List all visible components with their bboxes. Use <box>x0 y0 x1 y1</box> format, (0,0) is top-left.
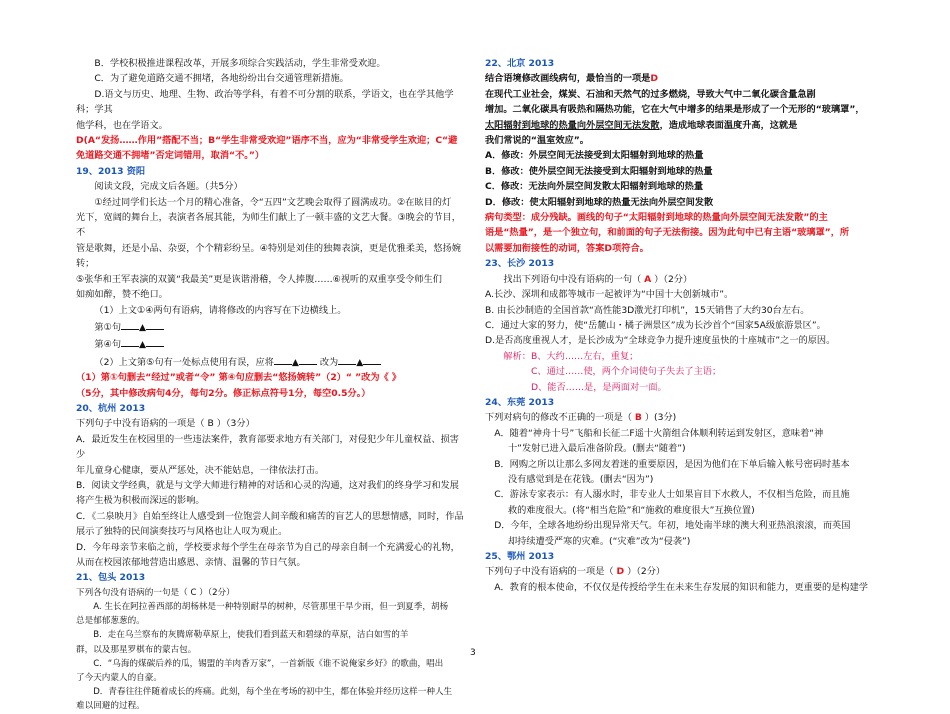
q24-heading: 24、东莞 2013 <box>485 396 555 408</box>
q21-option-c-line2: 了今天内蒙人的自豪。 <box>76 673 162 684</box>
page-number: 3 <box>470 648 476 658</box>
q19-subquestion-2-text-b: 改为 <box>319 356 339 368</box>
q23-question-points: ）（2分） <box>654 273 693 285</box>
q19-answer-line-1: 第①句 ▲ <box>76 318 468 335</box>
q24-question-text: 下列对病句的修改不正确的一项是（ <box>485 412 632 424</box>
q19-explanation-line1: （1）第①句删去“经过”或者“令” 第④句应删去“悠扬婉转”（2）“ ”改为《 》 <box>76 372 402 384</box>
q20-option-c-line1: C．《二泉映月》自始至终让人感受到一位饱尝人间辛酸和痛苦的盲艺人的思想情感，同时，作品 <box>76 510 464 522</box>
q18-option-b: B．学校积极推进课程改革，开展多项综合实践活动，学生非常受欢迎。 <box>94 58 386 69</box>
q21-option-a-line1: A. 生长在阿拉善西部的胡杨林是一种特别耐旱的树种，尽管那里干旱少雨，但一到夏季，胡杨 <box>93 602 449 613</box>
right-column <box>485 56 885 595</box>
q21-option-b-line1: B．走在乌兰察布的灰腾席勒草原上，使我们看到蓝天和碧绿的草原，洁白如雪的羊 <box>93 630 409 641</box>
q19-explanation-line2: （5分，其中修改病句4分，每句2分。修正标点符号1分，每空0.5分。） <box>76 387 371 399</box>
q20-option-b-line1: B．阅读文学经典，就是与文学大师进行精神的对话和心灵的沟通，这对我们的终身学习和发展 <box>76 479 459 491</box>
q19-passage-line3: 管是歌舞，还是小品、杂耍，个个精彩纷呈。④特别是刘佳的独舞表演，更是优雅柔美，悠扬婉转； <box>76 242 461 270</box>
q21-block <box>76 586 468 714</box>
q25-question-text: 下列句子中没有语病的一项是（ <box>485 566 614 578</box>
q20-option-c-line2: 展示了独特的民间演奏技巧与风格也让人叹为观止。 <box>76 526 288 538</box>
q24-answer: B <box>634 412 642 424</box>
q22-text-line4: 我们常说的“温室效应”。 <box>485 135 589 147</box>
q19-passage-line1: ①经过同学们长达一个月的精心准备，令“五四”文艺晚会取得了圆满成功。②在眩目的灯 <box>94 196 452 208</box>
q24-option-c-line1: C．游泳专家表示：有人溺水时，非专业人士如果盲目下水救人，不仅相当危险，而且施 <box>494 489 850 501</box>
q22-question-text: 结合语境修改画线病句，最恰当的一项是 <box>485 73 651 85</box>
q22-option-a: A．修改：外层空间无法接受到太阳辐射到地球的热量 <box>485 150 704 162</box>
q22-text-line2: 增加。二氧化碳具有吸热和隔热功能，它在大气中增多的结果是形成了一个无形的“玻璃罩”， <box>485 104 865 116</box>
q19-answer-line-2: 第④句 ▲ <box>76 335 468 352</box>
q20-option-d-line2: 从而在校园浓郁地营造出感恩、亲情、温馨的节日气氛。 <box>76 557 306 568</box>
q22-option-d: D．修改：使太阳辐射到地球的热量无法向外层空间发散 <box>485 196 714 208</box>
q22-text-line1: 在现代工业社会，煤炭、石油和天然气的过多燃烧，导致大气中二氧化碳含量急剧 <box>485 88 816 100</box>
q22-heading: 22、北京 2013 <box>485 58 555 69</box>
q19-passage-line2: 光下，宽阔的舞台上，表演者各展其能，为师生们献上了一顿丰盛的文艺大餐。③晚会的节目，不 <box>76 212 461 239</box>
q25-question-points: ）（2分） <box>627 566 666 578</box>
q20-heading: 20、杭州 2013 <box>76 402 146 414</box>
q24-option-d-line2: 却持续遭受严寒的灾难。(“灾难”改为“侵袭”) <box>508 535 691 547</box>
q24-option-c-line2: 救的难度很大。(将“相当危险”和“施救的难度很大”互换位置) <box>508 504 755 516</box>
q19-intro: 阅读文段，完成文后各题。（共5分） <box>94 181 243 193</box>
q20-option-a-line1: A．最近发生在校园里的一些违法案件，教育部要求地方有关部门，对侵犯少年儿童权益、损害少 <box>76 433 459 461</box>
q20-question: 下列句子中没有语病的一项是（ B ）（3分） <box>76 418 255 430</box>
q22-explanation-line3: 以需要加衔接性的动词，答案D项符合。 <box>485 242 649 254</box>
q24-question <box>485 410 885 425</box>
answer-blank[interactable] <box>338 353 356 365</box>
q24-option-d-line1: D．今年，全球各地纷纷出现异常天气。年初，地处南半球的澳大利亚热浪滚滚，而英国 <box>494 520 851 532</box>
q23-heading: 23、长沙 2013 <box>485 258 555 270</box>
answer-blank[interactable] <box>363 353 381 365</box>
q21-question: 下列各句没有语病的一句是（ C ）（2分） <box>76 587 235 598</box>
q19-subquestion-2: （2）上文第⑤句有一处标点使用有误，应将 ▲ 改为 ▲ <box>76 353 468 370</box>
q25-option-a-line1: A．教育的根本使命，不仅仅是传授给学生在未来生存发展的知识和能力，更重要的是构建学 <box>494 581 868 593</box>
q21-heading: 21、包头 2013 <box>76 572 146 584</box>
answer-blank[interactable] <box>121 318 139 330</box>
q19-answer-label-1: 第①句 <box>94 321 122 333</box>
q19-passage-line4: ⑤张华和王军表演的双簧“我最美”更是诙谐滑稽，令人捧腹……⑥视听的双重享受令师生们 <box>76 273 442 285</box>
q19-heading: 19、2013 资阳 <box>76 165 146 177</box>
answer-blank[interactable] <box>146 318 164 330</box>
answer-blank[interactable] <box>146 335 164 347</box>
q18-option-d-line2: 他学科，也在学语文。 <box>76 119 168 131</box>
q20-option-d-line1: D．今年母亲节来临之前，学校要求每个学生在母亲节为自己的母亲自制一个充满爱心的礼物， <box>76 541 460 553</box>
q22-text-line3 <box>485 118 885 133</box>
q19-answer-label-2: 第④句 <box>94 339 122 351</box>
q23-answer: A <box>644 273 652 285</box>
q18-explanation-line2: 免道路交通不拥堵”否定词错用，取消“不。”） <box>76 150 265 162</box>
q19-subquestion-2-text-a: （2）上文第⑤句有一处标点使用有误，应将 <box>94 356 274 368</box>
q23-option-a: A.长沙、深圳和成都等城市一起被评为“中国十大创新城市”。 <box>485 289 734 301</box>
q22-answer: D <box>650 73 659 85</box>
q20-option-a-line2: 年儿童身心健康，要从严惩处，决不能姑息，一律依法打击。 <box>76 464 325 476</box>
q23-analysis-line2: C、通过……使，两个介词使句子失去了主语； <box>531 366 722 378</box>
q23-option-b: B. 由长沙制造的全国首款“高性能3D激光打印机”，15天销售了大约30台左右。 <box>485 304 810 316</box>
q22-option-b: B．修改：使外层空间无法接受到太阳辐射到地球的热量 <box>485 165 713 177</box>
answer-blank[interactable] <box>299 353 317 365</box>
q22-question <box>485 71 885 86</box>
q24-option-a-line1: A．随着“神舟十号”飞船和长征二F遥十火箭组合体顺利转运到发射区，意味着“神 <box>494 427 824 439</box>
q25-question <box>485 564 885 579</box>
q22-explanation-line2: 语是“热量”，是一个独立句，和前面的句子无法衔接。因为此句中已有主语“玻璃罩”，所 <box>485 227 850 239</box>
q21-option-d-line2: 难以回避的过程。 <box>76 701 145 712</box>
q20-option-b-line2: 将产生极为积极而深远的影响。 <box>76 495 205 507</box>
q22-explanation-line1: 病句类型：成分残缺。画线的句子“太阳辐射到地球的热量向外层空间无法发散”的主 <box>485 212 828 224</box>
answer-blank[interactable] <box>121 335 139 347</box>
q22-text-line3-rest: ，造成地球表面温度升高，这就是 <box>659 119 798 131</box>
q23-option-d: D.是否高度重视人才，是长沙成为“全球竞争力提升速度虽快的十座城市”之一的原因。 <box>485 335 836 347</box>
q24-option-a-line2: 十”发射已进入最后准备阶段。(删去“随着”) <box>508 443 686 455</box>
q18-explanation-line1: D(A“发扬……作用”搭配不当；B“学生非常受欢迎”语序不当，应为“非常受学生欢迎；C“避 <box>76 135 458 147</box>
q19-passage-line5: 如痴如醉，赞不绝口。 <box>76 289 168 301</box>
q23-analysis-line3: D、能否……是，是两面对一面。 <box>531 381 667 393</box>
q21-option-d-line1: D．青春往往伴随着成长的疼痛。此刻，每个坐在考场的初中生，都在体验并经历这样一种人生 <box>93 687 453 698</box>
q22-underlined-sentence: 太阳辐射到地球的热量向外层空间无法发散 <box>485 119 660 131</box>
q21-option-a-line2: 总是郁郁葱葱的。 <box>76 616 145 627</box>
q21-option-c-line1: C．“乌海的煤碳后养的瓜，锡盟的羊肉香万家”，一首新版《谁不说俺家乡好》的歌曲，唱出 <box>93 658 444 669</box>
q22-option-c: C．修改：无法向外层空间发散太阳辐射到地球的热量 <box>485 181 704 193</box>
q24-option-b-line1: B．网购之所以让那么多网友着迷的重要原因，是因为他们在下单后输入帐号密码时基本 <box>494 458 850 470</box>
q24-option-b-line2: 没有感觉到是在花钱。(删去“因为”) <box>508 473 654 485</box>
answer-blank[interactable] <box>274 353 292 365</box>
q18-option-d-line1: D.语文与历史、地理、生物、政治等学科，有着不可分割的联系，学语文，也在学其他学科；学其 <box>76 88 454 116</box>
q21-option-b-line2: 群，以及那星罗棋布的蒙古包。 <box>76 644 197 655</box>
q25-answer: D <box>616 566 625 578</box>
q25-heading: 25、鄂州 2013 <box>485 551 555 562</box>
q23-analysis-line1: 解析：B、大约……左右，重复； <box>503 350 639 362</box>
q24-question-points: ）(3分) <box>644 412 677 424</box>
left-column <box>76 56 468 714</box>
q19-subquestion-1: （1）上文①④两句有语病，请将修改的内容写在下边横线上。 <box>94 304 347 316</box>
q23-question-text: 找出下列语句中没有语病的一句 <box>503 273 633 285</box>
q23-question: 找出下列语句中没有语病的一句（ A ）（2分） <box>503 273 693 285</box>
q23-option-c: C．通过大家的努力，使“岳麓山・橘子洲景区”成为长沙首个“国家5A级旅游景区”。 <box>485 319 826 331</box>
q18-option-c: C．为了避免道路交通不拥堵，各地纷纷出台交通管理新措施。 <box>94 73 349 85</box>
